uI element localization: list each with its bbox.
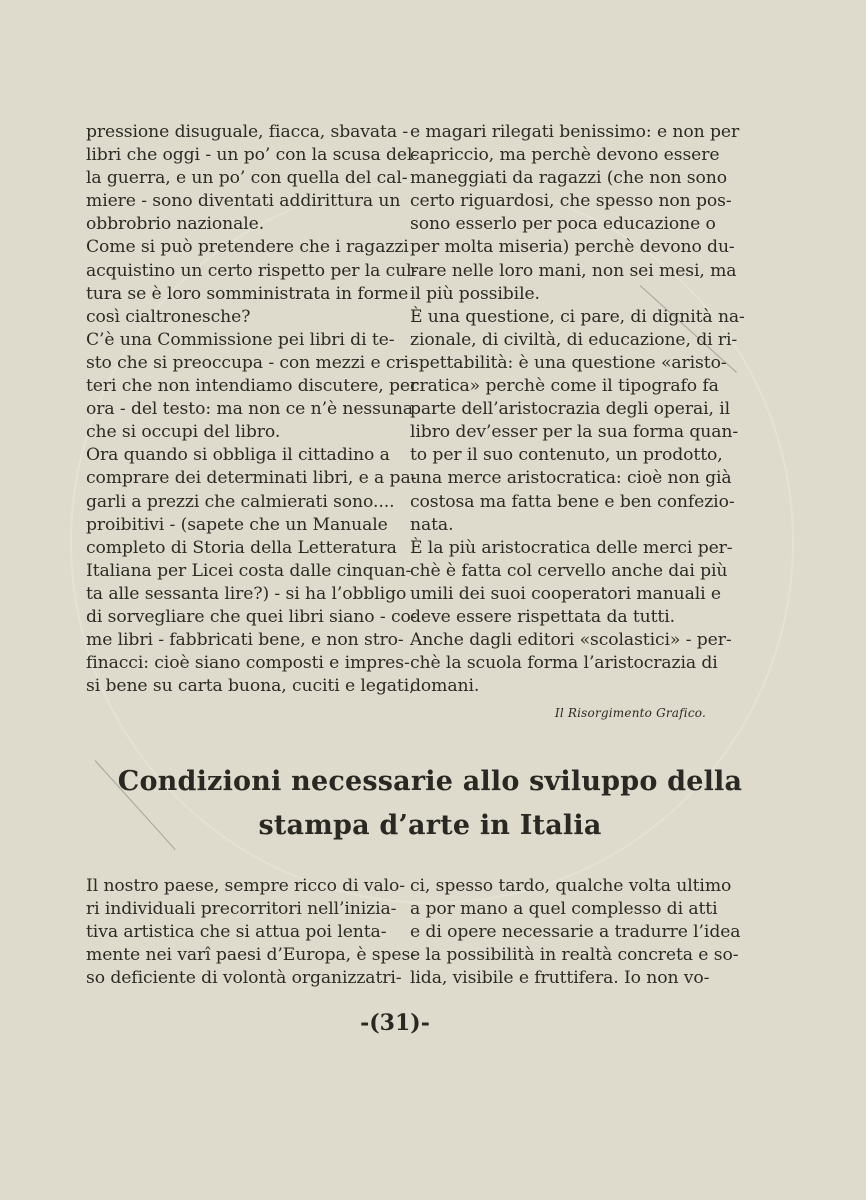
text-line: certo riguardosi, che spesso non pos- (410, 191, 732, 212)
text-line: e la possibilità in realtà concreta e so- (410, 945, 739, 966)
text-line: finacci: cioè siano composti e impres- (86, 653, 410, 674)
text-line: completo di Storia della Letteratura (86, 537, 397, 558)
text-line: zionale, di civiltà, di educazione, di ri- (410, 329, 738, 350)
text-line: chè la scuola forma l’aristocrazia di (410, 653, 718, 674)
section-title-line-1: Condizioni necessarie allo sviluppo della (117, 766, 743, 797)
text-line: acquistino un certo rispetto per la cul- (86, 260, 418, 281)
text-line: parte dell’aristocrazia degli operai, il (410, 399, 731, 420)
text-line: sono esserlo per poca educazione o (410, 214, 716, 235)
article-attribution: Il Risorgimento Grafico. (554, 706, 706, 720)
text-line: miere - sono diventati addirittura un (86, 191, 401, 212)
text-line: libri che oggi - un po’ con la scusa del- (86, 145, 419, 166)
text-line: obbrobrio nazionale. (86, 214, 265, 235)
text-line: maneggiati da ragazzi (che non sono (410, 168, 727, 189)
text-line: la guerra, e un po’ con quella del cal- (86, 168, 408, 189)
text-line: proibitivi - (sapete che un Manuale (86, 514, 388, 535)
text-line: pressione disuguale, fiacca, sbavata - (86, 122, 409, 142)
text-line: nata. (410, 514, 454, 535)
text-line: per molta miseria) perchè devono du- (410, 237, 735, 258)
text-line: ora - del testo: ma non ce n’è nessuna (86, 399, 413, 420)
text-line: ci, spesso tardo, qualche volta ultimo (410, 876, 732, 896)
text-line: il più possibile. (410, 283, 540, 304)
text-line: sto che si preoccupa - con mezzi e cri- (86, 352, 415, 373)
text-column-bottom-right (410, 875, 741, 990)
text-line: ta alle sessanta lire?) - si ha l’obbligo (86, 583, 407, 604)
text-line: una merce aristocratica: cioè non già (410, 468, 732, 489)
text-line: domani. (410, 676, 480, 697)
text-line: costosa ma fatta bene e ben confezio- (410, 491, 735, 512)
text-line: spettabilità: è una questione «aristo- (410, 352, 727, 373)
text-line: e di opere necessarie a tradurre l’idea (410, 922, 741, 943)
text-line: so deficiente di volontà organizzatri- (86, 968, 402, 989)
text-line: così cialtronesche? (86, 306, 251, 327)
text-column-top-left (86, 121, 419, 698)
text-line: Italiana per Licei costa dalle cinquan- (86, 560, 412, 581)
text-line: rare nelle loro mani, non sei mesi, ma (410, 260, 737, 281)
text-line: lida, visibile e fruttifera. Io non vo- (410, 968, 710, 989)
text-line: e magari rilegati benissimo: e non per (410, 122, 740, 142)
text-line: Ora quando si obbliga il cittadino a (86, 445, 390, 466)
text-column-top-right (410, 121, 745, 698)
text-line: to per il suo contenuto, un prodotto, (410, 445, 723, 466)
text-line: umili dei suoi cooperatori manuali e (410, 583, 722, 604)
text-line: ri individuali precorritori nell’inizia- (86, 899, 397, 920)
text-line: tura se è loro somministrata in forme (86, 283, 409, 304)
text-line: libro dev’esser per la sua forma quan- (410, 422, 739, 443)
text-line: cratica» perchè come il tipografo fa (410, 376, 719, 397)
text-line: Il nostro paese, sempre ricco di valo- (86, 876, 405, 896)
text-line: a por mano a quel complesso di atti (410, 899, 718, 920)
text-line: È la più aristocratica delle merci per- (410, 537, 733, 558)
text-column-bottom-left (86, 875, 416, 990)
text-line: si bene su carta buona, cuciti e legati, (86, 676, 415, 697)
text-line: Anche dagli editori «scolastici» - per- (410, 630, 732, 651)
text-line: Come si può pretendere che i ragazzi (86, 237, 409, 258)
text-line: chè è fatta col cervello anche dai più (410, 560, 728, 581)
page-number: -(31)- (360, 1010, 430, 1036)
text-line: teri che non intendiamo discutere, per (86, 376, 419, 397)
text-line: tiva artistica che si attua poi lenta- (86, 922, 387, 943)
text-line: me libri - fabbricati bene, e non stro- (86, 630, 404, 651)
text-line: di sorvegliare che quei libri siano - co- (86, 606, 417, 627)
text-line: È una questione, ci pare, di dignità na- (410, 306, 745, 327)
text-line: mente nei varî paesi d’Europa, è spes- (86, 945, 416, 966)
section-title (60, 760, 800, 848)
text-line: garli a prezzi che calmierati sono.... (86, 491, 395, 512)
section-title-line-2: stampa d’arte in Italia (258, 810, 602, 841)
text-line: capriccio, ma perchè devono essere (410, 145, 720, 166)
text-line: che si occupi del libro. (86, 422, 281, 443)
text-line: deve essere rispettata da tutti. (410, 606, 676, 627)
text-line: comprare dei determinati libri, e a pa- (86, 468, 417, 489)
text-line: C’è una Commissione pei libri di te- (86, 329, 395, 350)
